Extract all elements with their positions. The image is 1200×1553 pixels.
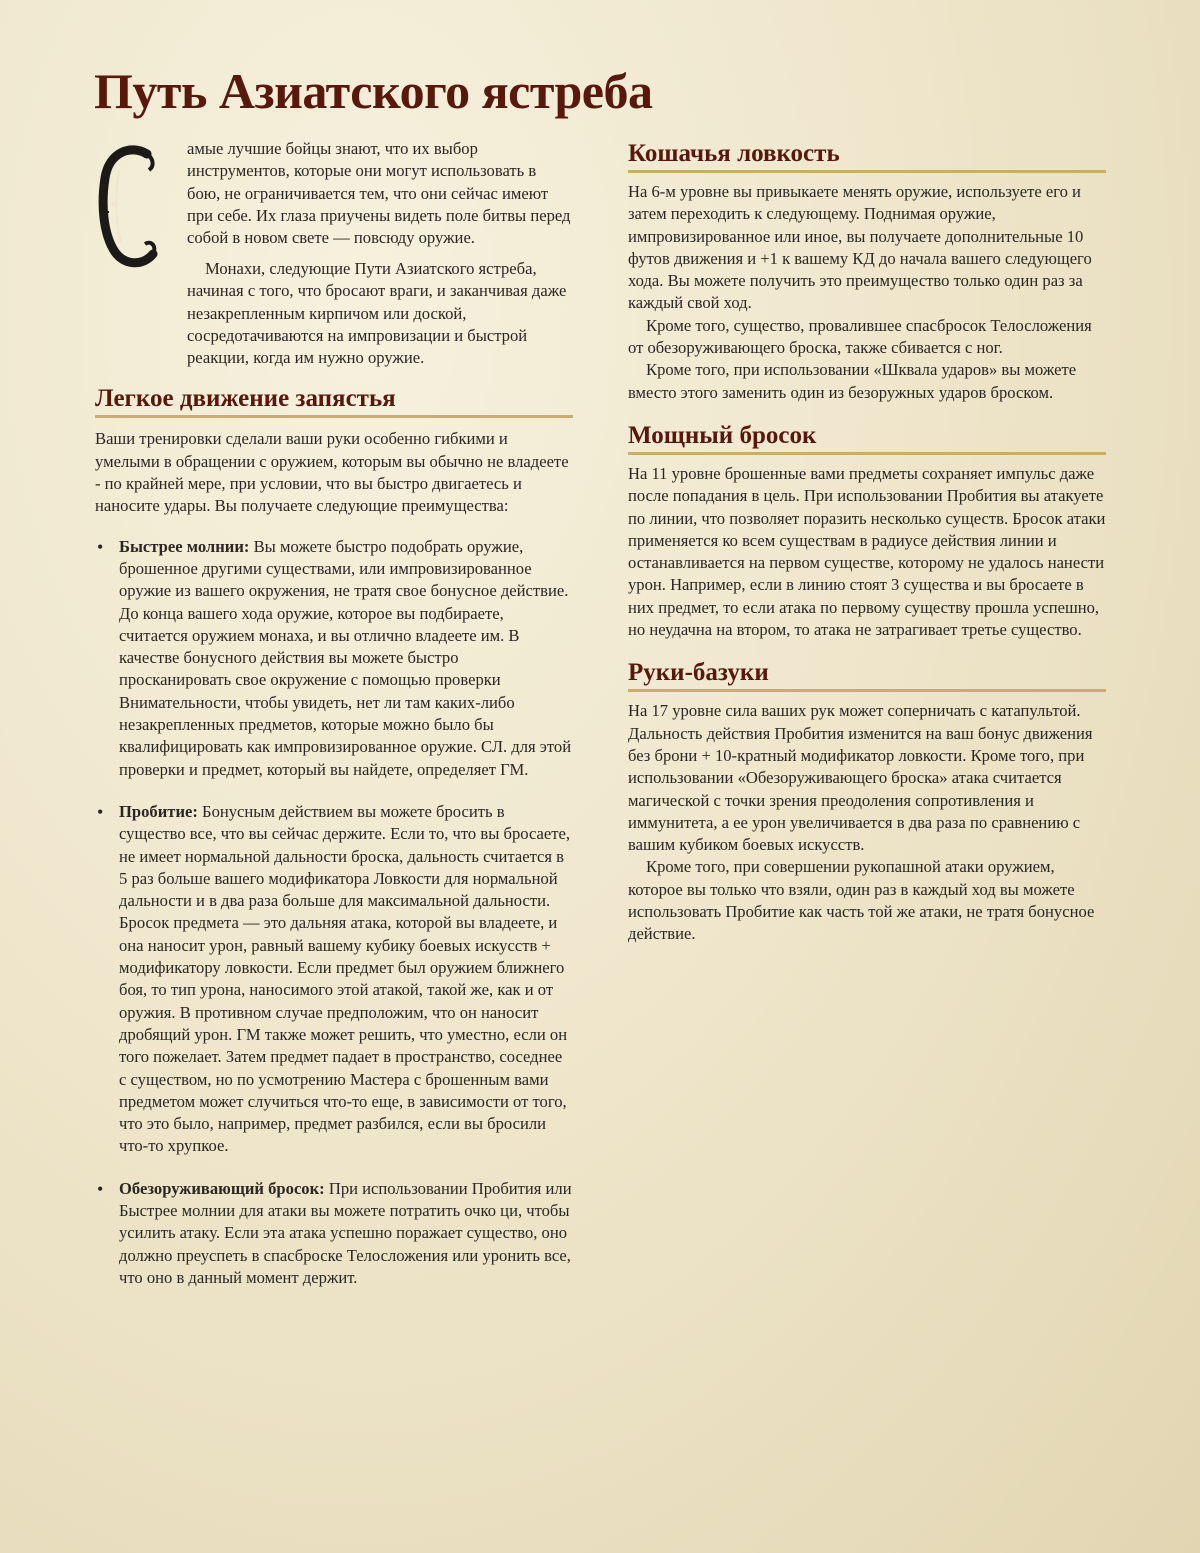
page-title: Путь Азиатского ястреба — [94, 63, 653, 119]
bazooka-paragraph-2: Кроме того, при совершении рукопашной атаки оружием, которое вы только что взяли, один раз в каждый ход вы можете использовать Пробитие как часть той же атаки, не тратя бонусное действие. — [628, 857, 1095, 944]
throw-paragraph: На 11 уровне брошенные вами предметы сохраняет импульс даже после попадания в цель. При использовании Пробития вы атакуете по линии, что позволяет поразить несколько существ. Бросок атаки применяется ко всем существам в радиусе действия линии и останавливается на первом существе, которому не удалось нанести урон. Например, если в линию стоят 3 существа и вы бросаете в них предмет, то если атака по первому существу прошла успешно, но неудачна на втором, то атака не затрагивает третье существо. — [628, 463, 1106, 640]
bazooka-paragraph-1: На 17 уровне сила ваших рук может соперничать с катапультой. Дальность действия Пробития изменится на ваш бонус движения без брони + 10-кратный модификатор ловкости. Кроме того, при использовании «Обезоруживающего броска» атака считается магической с точки зрения преодоления сопротивления и иммунитета, а ее урон увеличивается в два раза по сравнению с вашим кубиком боевых искусств. — [628, 701, 1093, 855]
list-item-label: Быстрее молнии: — [119, 536, 250, 556]
section-throw — [628, 422, 1106, 641]
list-item-label: Пробитие: — [119, 801, 198, 821]
list-item — [119, 536, 573, 781]
list-item — [119, 801, 573, 1158]
section-heading-wrist: Легкое движение запястья — [95, 385, 573, 418]
list-item-text: Вы можете быстро подобрать оружие, брошенное другими существами, или импровизированное оружие из вашего окружения, не тратя свое бонусное действие. До конца вашего хода оружие, которое вы подбираете, считается оружием монаха, и вы отлично владеете им. В качестве бонусного действия вы можете быстро просканировать свое окружение с помощью проверки Внимательности, чтобы увидеть, нет ли там каких-либо незакрепленных предметов, которые можно было бы квалифицировать как импровизированное оружие. СЛ. для этой проверки и предмет, который вы найдете, определяет ГМ. — [119, 536, 572, 779]
dropcap — [95, 142, 165, 282]
section-heading-bazooka: Руки-базуки — [628, 659, 1106, 692]
right-column — [628, 140, 1106, 964]
section-bazooka — [628, 659, 1106, 945]
list-item — [119, 1178, 573, 1289]
section-agility — [628, 140, 1106, 404]
section-wrist — [95, 385, 573, 1289]
agility-paragraph-1: На 6-м уровне вы привыкаете менять оружие, используете его и затем переходить к следующему. Поднимая оружие, импровизированное или иное, вы получаете дополнительные 10 футов движения и +1 к вашему КД до начала вашего следующего хода. Вы можете получить это преимущество только один раз за каждый свой ход. — [628, 182, 1092, 313]
list-item-text: При использовании Пробития или Быстрее молнии для атаки вы можете потратить очко ци, чтобы усилить атаку. Если эта атака успешно поражает существо, оно должно преуспеть в спасброске Телосложения или уронить все, что оно в данный момент держит. — [119, 1178, 572, 1287]
section-heading-agility: Кошачья ловкость — [628, 140, 1106, 173]
dropcap-ornament-icon — [95, 142, 165, 272]
agility-paragraph-2: Кроме того, существо, провалившее спасбросок Телосложения от обезоруживающего броска, также сбивается с ног. — [628, 315, 1092, 358]
wrist-benefits-list — [95, 536, 573, 1290]
intro-paragraph-2: Монахи, следующие Пути Азиатского ястреба, начиная с того, что бросают враги, и заканчивая даже незакрепленным кирпичом или доской, сосредотачиваются на импровизации и быстрой реакции, когда им нужно оружие. — [187, 259, 567, 368]
section-heading-throw: Мощный бросок — [628, 422, 1106, 455]
wrist-paragraph: Ваши тренировки сделали ваши руки особенно гибкими и умелыми в обращении с оружием, которым вы обычно не владеете - по крайней мере, при условии, что вы быстро двигаетесь и наносите удары. Вы получаете следующие преимущества: — [95, 429, 569, 516]
left-column — [95, 138, 573, 1309]
intro-paragraph-1: амые лучшие бойцы знают, что их выбор инструментов, которые они могут использовать в бою, не ограничивается тем, что они сейчас имеют при себе. Их глаза приучены видеть поле битвы перед собой в новом свете — повсюду оружие. — [187, 139, 571, 248]
list-item-label: Обезоруживающий бросок: — [119, 1178, 325, 1198]
list-item-text: Бонусным действием вы можете бросить в существо все, что вы сейчас держите. Если то, что вы бросаете, не имеет нормальной дальности броска, дальность считается в 5 раз больше вашего модификатора Ловкости для нормальной дальности и в два раза больше для максимальной дальности. Бросок предмета — это дальняя атака, которой вы владеете, и она наносит урон, равный вашему кубику боевых искусств + модификатору ловкости. Если предмет был оружием ближнего боя, то тип урона, наносимого этой атакой, такой же, как и от оружия. В противном случае предположим, что он наносит дробящий урон. ГМ также может решить, что уместно, если он того пожелает. Затем предмет падает в пространство, соседнее с существом, но по усмотрению Мастера с брошенным вами предметом может случиться что-то еще, в зависимости от того, что это было, например, предмет разбился, если вы бросили что-то хрупкое. — [119, 801, 571, 1156]
agility-paragraph-3: Кроме того, при использовании «Шквала ударов» вы можете вместо этого заменить один из безоружных ударов броском. — [628, 360, 1077, 402]
